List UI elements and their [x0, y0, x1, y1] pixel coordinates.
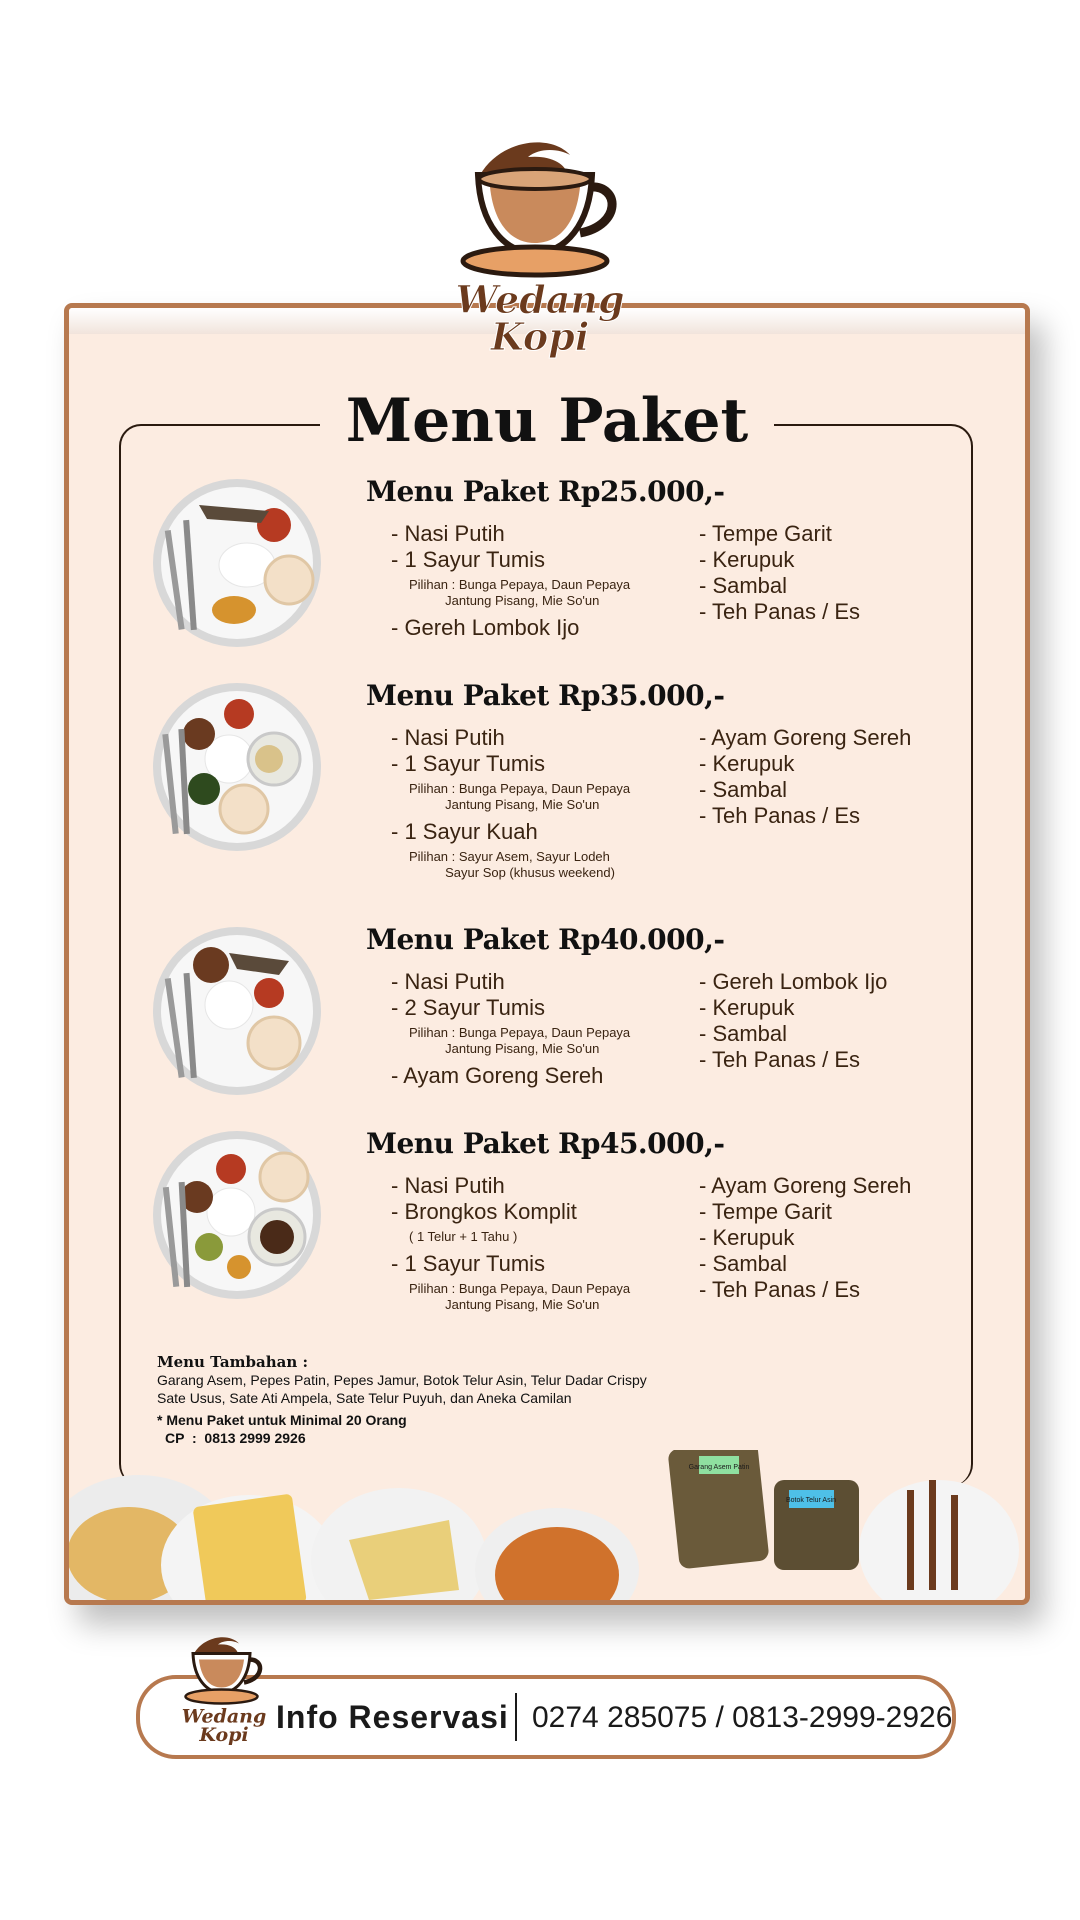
- menu-item: - Kerupuk: [699, 1225, 795, 1250]
- package-title: Menu Paket Rp25.000,-: [366, 475, 725, 508]
- additional-menu-line: Garang Asem, Pepes Patin, Pepes Jamur, Botok Telur Asin, Telur Dadar Crispy: [157, 1372, 647, 1388]
- food-plate-image: [149, 923, 324, 1098]
- option-note: Pilihan : Bunga Pepaya, Daun Pepaya Jantung Pisang, Mie So'un: [409, 577, 631, 608]
- menu-item: - Nasi Putih: [391, 725, 505, 750]
- package-45000: [69, 1127, 1025, 1327]
- reservation-label: Info Reservasi: [276, 1699, 509, 1735]
- option-note: Pilihan : Bunga Pepaya, Daun Pepaya Jantung Pisang, Mie So'un: [409, 1281, 631, 1312]
- menu-item: - Tempe Garit: [699, 1199, 832, 1224]
- coffee-cup-icon: [174, 1633, 274, 1749]
- menu-item: - Nasi Putih: [391, 1173, 505, 1198]
- menu-item: - 2 Sayur Tumis: [391, 995, 546, 1020]
- food-plate-image: [149, 1127, 324, 1302]
- menu-item: - Teh Panas / Es: [699, 599, 861, 624]
- food-plate-image: [149, 679, 324, 854]
- brand-logo: [440, 135, 640, 365]
- divider: [515, 1693, 517, 1741]
- menu-item: - Sambal: [699, 573, 788, 598]
- menu-item: - 1 Sayur Tumis: [391, 751, 546, 776]
- additional-menu-line: Sate Usus, Sate Ati Ampela, Sate Telur Puyuh, dan Aneka Camilan: [157, 1390, 572, 1406]
- menu-item: - Teh Panas / Es: [699, 803, 861, 828]
- menu-item: - Gereh Lombok Ijo: [391, 615, 580, 640]
- menu-item: - Teh Panas / Es: [699, 1277, 861, 1302]
- reservation-phone[interactable]: 0274 285075 / 0813-2999-2926: [532, 1701, 953, 1734]
- package-25000: [69, 475, 1025, 675]
- option-note: ( 1 Telur + 1 Tahu ): [409, 1229, 518, 1244]
- package-title: Menu Paket Rp35.000,-: [366, 679, 725, 712]
- package-title: Menu Paket Rp45.000,-: [366, 1127, 725, 1160]
- food-plate-image: [149, 475, 324, 650]
- menu-item: - Kerupuk: [699, 547, 795, 572]
- menu-item: - 1 Sayur Kuah: [391, 819, 538, 844]
- option-note: Pilihan : Bunga Pepaya, Daun Pepaya Jantung Pisang, Mie So'un: [409, 1025, 631, 1056]
- menu-item: - Teh Panas / Es: [699, 1047, 861, 1072]
- reservation-bar: [136, 1675, 956, 1759]
- menu-item: - Ayam Goreng Sereh: [391, 1063, 604, 1088]
- menu-item: - Kerupuk: [699, 751, 795, 776]
- food-label-b: Botok Telur Asin: [785, 1497, 837, 1504]
- option-note: Pilihan : Bunga Pepaya, Daun Pepaya Jantung Pisang, Mie So'un: [409, 781, 631, 812]
- package-title: Menu Paket Rp40.000,-: [366, 923, 725, 956]
- food-label-a: Garang Asem Patin: [688, 1464, 750, 1471]
- svg-text:Wedang: Wedang: [455, 277, 625, 322]
- menu-item: - Sambal: [699, 1251, 788, 1276]
- page-title: Menu Paket: [69, 386, 1025, 456]
- menu-item: - Kerupuk: [699, 995, 795, 1020]
- menu-item: - Sambal: [699, 777, 788, 802]
- menu-item: - Nasi Putih: [391, 969, 505, 994]
- option-note: Pilihan : Sayur Asem, Sayur Lodeh Sayur Sop (khusus weekend): [409, 849, 615, 880]
- menu-item: - 1 Sayur Tumis: [391, 1251, 546, 1276]
- menu-item: - 1 Sayur Tumis: [391, 547, 546, 572]
- coffee-cup-icon: [440, 135, 640, 365]
- menu-item: - Ayam Goreng Sereh: [699, 725, 912, 750]
- menu-item: - Nasi Putih: [391, 521, 505, 546]
- svg-text:Kopi: Kopi: [199, 1724, 249, 1746]
- food-photo-strip: [69, 1450, 1025, 1600]
- menu-card: [64, 303, 1030, 1605]
- svg-text:Wedang: Wedang: [181, 1705, 267, 1728]
- additional-menu-title: Menu Tambahan :: [157, 1353, 308, 1371]
- additional-menu: [157, 1353, 647, 1447]
- minimum-order-note: * Menu Paket untuk Minimal 20 Orang: [157, 1412, 407, 1428]
- menu-item: - Brongkos Komplit: [391, 1199, 577, 1224]
- menu-item: - Sambal: [699, 1021, 788, 1046]
- package-35000: [69, 679, 1025, 879]
- menu-item: - Tempe Garit: [699, 521, 832, 546]
- package-40000: [69, 923, 1025, 1123]
- menu-item: - Gereh Lombok Ijo: [699, 969, 888, 994]
- menu-item: - Ayam Goreng Sereh: [699, 1173, 912, 1198]
- contact-person: CP : 0813 2999 2926: [165, 1430, 306, 1446]
- svg-text:Kopi: Kopi: [490, 314, 590, 359]
